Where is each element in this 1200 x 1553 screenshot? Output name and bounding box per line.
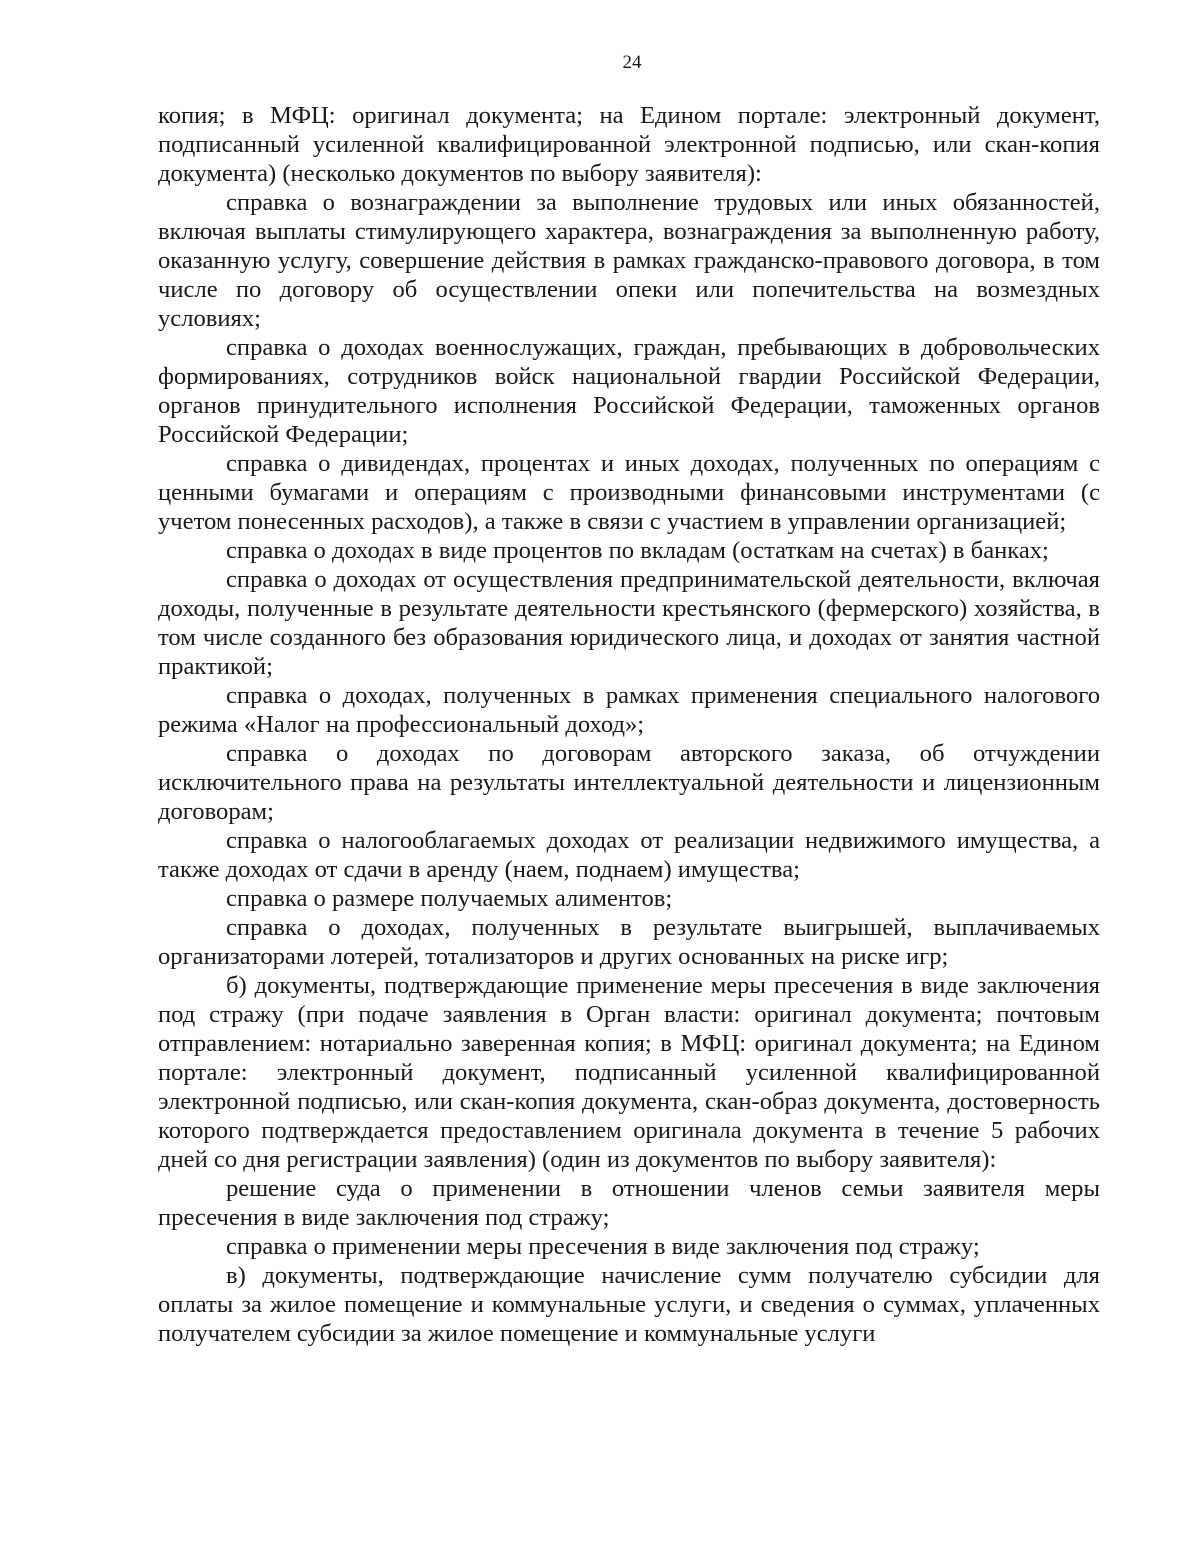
paragraph: решение суда о применении в отношении членов семьи заявителя меры пресечения в виде заключения под стражу; — [158, 1175, 1100, 1231]
paragraph: справка о доходах от осуществления предпринимательской деятельности, включая доходы, полученные в результате деятельности крестьянского (фермерского) хозяйства, в том числе созданного без образования юридического лица, и доходах от занятия частной практикой; — [158, 566, 1100, 680]
paragraph: в) документы, подтверждающие начисление сумм получателю субсидии для оплаты за жилое помещение и коммунальные услуги, и сведения о суммах, уплаченных получателем субсидии за жилое помещение и коммунальные услуги — [158, 1262, 1100, 1347]
paragraph: справка о доходах, полученных в результате выигрышей, выплачиваемых организаторами лотерей, тотализаторов и других основанных на риске игр; — [158, 914, 1100, 970]
paragraph: справка о дивидендах, процентах и иных доходах, полученных по операциям с ценными бумагами и операциям с производными финансовыми инструментами (с учетом понесенных расходов), а также в связи с участием в управлении организацией; — [158, 450, 1100, 535]
paragraph: справка о доходах, полученных в рамках применения специального налогового режима «Налог на профессиональный доход»; — [158, 682, 1100, 738]
paragraph: справка о применении меры пресечения в виде заключения под стражу; — [226, 1233, 980, 1260]
page-number: 24 — [622, 52, 642, 73]
paragraph: справка о вознаграждении за выполнение трудовых или иных обязанностей, включая выплаты стимулирующего характера, вознаграждения за выполненную работу, оказанную услугу, совершение действия в рамках гражданско-правового договора, в том числе по договору об осуществлении опеки или попечительства на возмездных условиях; — [158, 189, 1100, 332]
paragraph: справка о налогооблагаемых доходах от реализации недвижимого имущества, а также доходах от сдачи в аренду (наем, поднаем) имущества; — [158, 827, 1100, 883]
paragraph: справка о доходах в виде процентов по вкладам (остаткам на счетах) в банках; — [226, 537, 1049, 564]
paragraph: копия; в МФЦ: оригинал документа; на Едином портале: электронный документ, подписанный усиленной квалифицированной электронной подписью, или скан-копия документа) (несколько документов по выбору заявителя): — [158, 102, 1100, 187]
paragraph: справка о доходах военнослужащих, граждан, пребывающих в добровольческих формированиях, сотрудников войск национальной гвардии Российской Федерации, органов принудительного исполнения Российской Федерации, таможенных органов Российской Федерации; — [158, 334, 1100, 448]
paragraph: справка о размере получаемых алиментов; — [226, 885, 673, 912]
document-body — [158, 101, 1100, 1348]
paragraph: б) документы, подтверждающие применение меры пресечения в виде заключения под стражу (при подаче заявления в Орган власти: оригинал документа; почтовым отправлением: нотариально заверенная копия; в МФЦ: оригинал документа; на Едином портале: электронный документ, подписанный усиленной квалифицированной электронной подписью, или скан-копия документа, скан-образ документа, достоверность которого подтверждается предоставлением оригинала документа в течение 5 рабочих дней со дня регистрации заявления) (один из документов по выбору заявителя): — [158, 972, 1100, 1173]
paragraph: справка о доходах по договорам авторского заказа, об отчуждении исключительного права на результаты интеллектуальной деятельности и лицензионным договорам; — [158, 740, 1100, 825]
